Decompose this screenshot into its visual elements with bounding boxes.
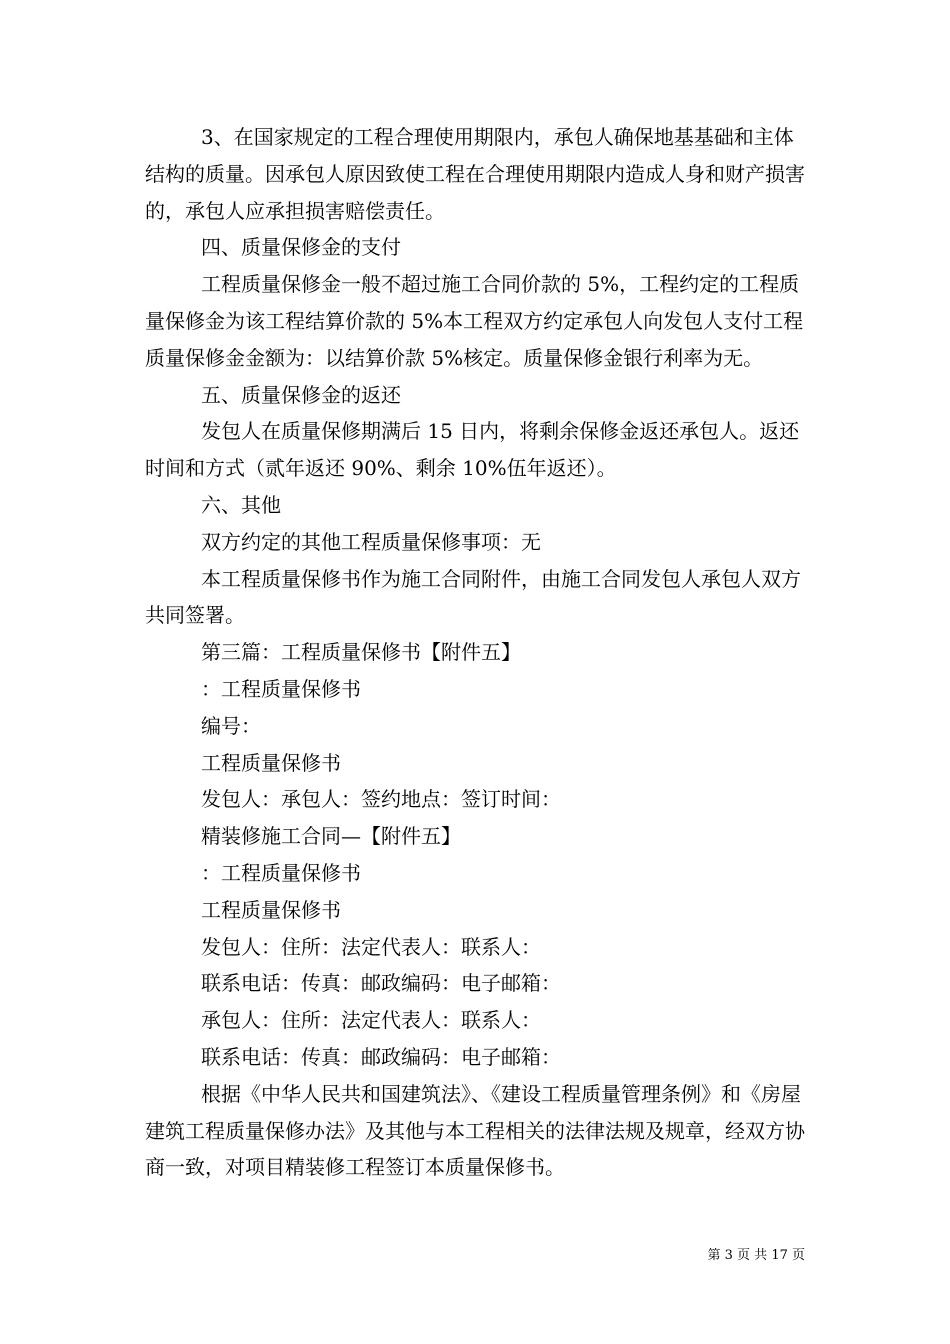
paragraph-warranty-structure: 3、在国家规定的工程合理使用期限内，承包人确保地基基础和主体结构的质量。因承包人原因致使工程在合理使用期限内造成人身和财产损害的，承包人应承担损害赔偿责任。	[145, 125, 805, 223]
line-employer-info: 发包人：住所：法定代表人：联系人：	[201, 934, 541, 959]
paragraph-legal-basis: 根据《中华人民共和国建筑法》、《建设工程质量管理条例》和《房屋建筑工程质量保修办法》及其他与本工程相关的法律法规及规章，经双方协商一致，对项目精装修工程签订本质量保修书。	[145, 1081, 805, 1180]
document-body	[0, 119, 950, 1186]
paragraph-other-matters: 双方约定的其他工程质量保修事项：无	[201, 529, 541, 554]
line-serial-number: 编号：	[201, 713, 261, 738]
line-signing-parties: 发包人：承包人：签约地点：签订时间：	[201, 787, 561, 812]
line-employer-contact: 联系电话：传真：邮政编码：电子邮箱：	[201, 971, 561, 996]
line-title: 工程质量保修书	[201, 750, 341, 775]
heading-section-six: 六、其他	[201, 492, 281, 517]
line-title-2: 工程质量保修书	[201, 897, 341, 922]
line-contract-attachment: 精装修施工合同—【附件五】	[201, 824, 461, 849]
heading-part-three: 第三篇：工程质量保修书【附件五】	[201, 640, 521, 665]
heading-section-five: 五、质量保修金的返还	[201, 382, 401, 407]
heading-section-four: 四、质量保修金的支付	[201, 235, 401, 260]
paragraph-attachment-note: 本工程质量保修书作为施工合同附件，由施工合同发包人承包人双方共同签署。	[145, 566, 801, 628]
page-number: 第 3 页 共 17 页	[707, 1248, 805, 1263]
line-subtitle-2: ：工程质量保修书	[201, 860, 361, 885]
line-contractor-contact: 联系电话：传真：邮政编码：电子邮箱：	[201, 1044, 561, 1069]
line-contractor-info: 承包人：住所：法定代表人：联系人：	[201, 1008, 541, 1033]
paragraph-deposit-payment: 工程质量保修金一般不超过施工合同价款的 5%，工程约定的工程质量保修金为该工程结算价款的 5%本工程双方约定承包人向发包人支付工程质量保修金金额为：以结算价款 5%核定。质量保修金银行利率为无。	[145, 272, 804, 370]
line-subtitle: ：工程质量保修书	[201, 676, 361, 701]
paragraph-deposit-return: 发包人在质量保修期满后 15 日内，将剩余保修金返还承包人。返还时间和方式（贰年返还 90%、剩余 10%伍年返还）。	[145, 419, 800, 481]
